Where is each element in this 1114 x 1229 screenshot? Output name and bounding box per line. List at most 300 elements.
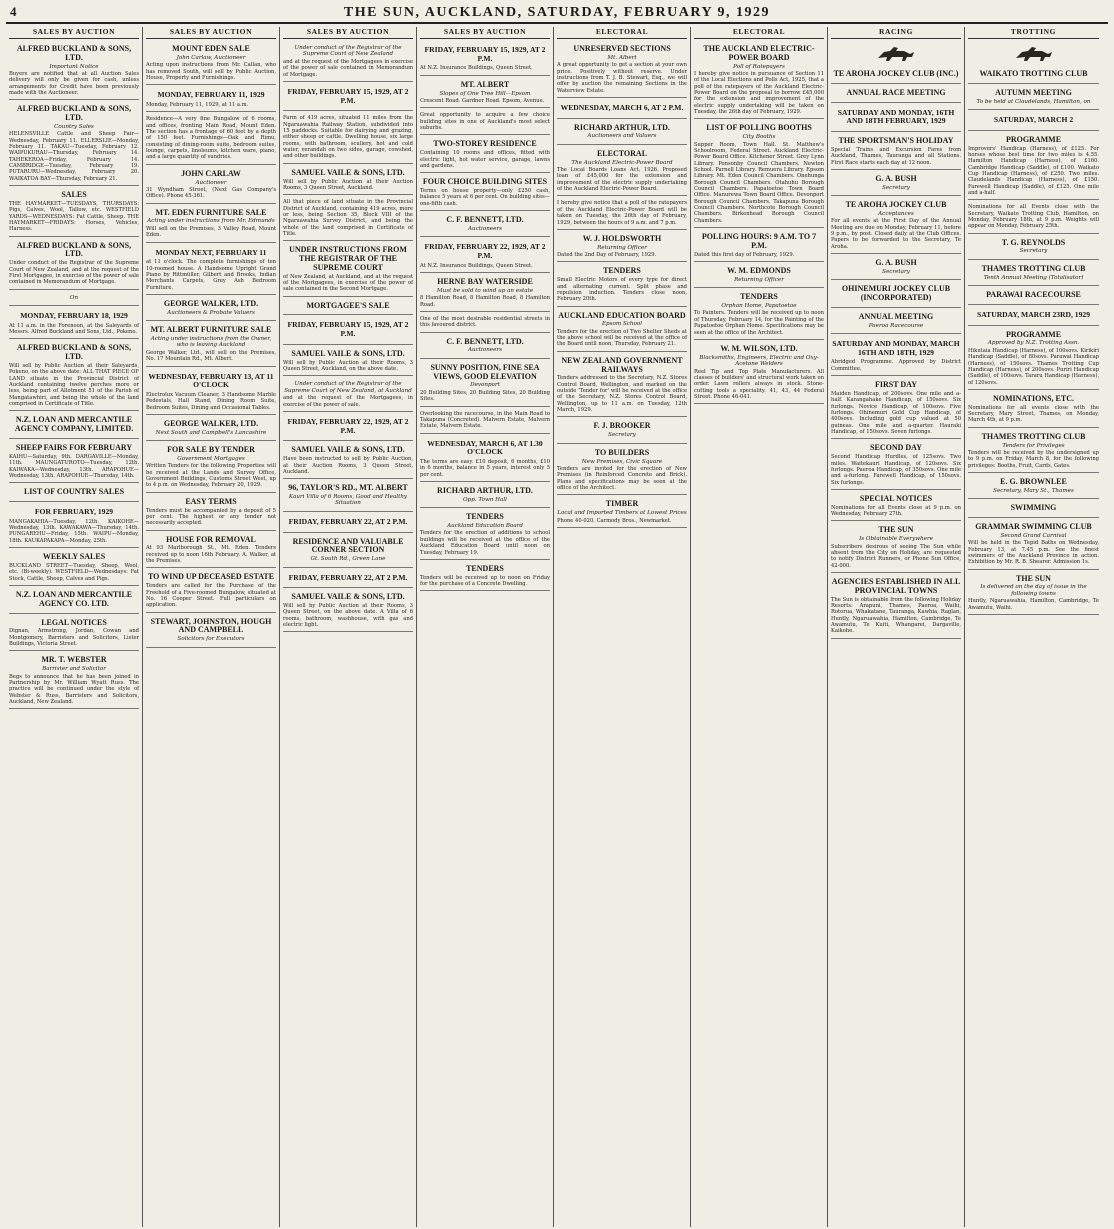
ad-title: MORTGAGEE'S SALE xyxy=(306,300,390,310)
advertisement xyxy=(831,310,961,334)
advertisement xyxy=(283,299,413,316)
ad-date: WEDNESDAY, FEBRUARY 13, AT 11 O'CLOCK xyxy=(148,371,274,390)
advertisement xyxy=(694,42,824,119)
advertisement xyxy=(9,239,139,290)
advertisement xyxy=(557,497,687,528)
ad-title: MOUNT EDEN SALE xyxy=(172,44,250,53)
advertisement xyxy=(420,110,550,135)
advertisement xyxy=(420,213,550,237)
ad-title: THAMES TROTTING CLUB xyxy=(981,263,1086,273)
ad-body-text: At N.Z. Insurance Buildings, Queen Street. xyxy=(420,65,533,72)
column-5 xyxy=(554,27,691,1227)
ad-subtitle: Auckland Education Board xyxy=(447,523,523,530)
ad-body-text: Overlooking the racecourse, in the Main Road to Takapuna (Concreted). Malvern Estate, Malvern Estate, Malvern Estate. xyxy=(420,410,550,430)
advertisement xyxy=(146,167,276,204)
advertisement xyxy=(146,369,276,415)
column-heading: ELECTORAL xyxy=(694,27,824,39)
ad-subtitle: John Carlaw, Auctioneer xyxy=(176,54,246,61)
advertisement xyxy=(420,175,550,211)
ad-body-text: Will sell by Public Auction at their Auction Rooms, 3 Queen Street, Auckland. xyxy=(283,178,413,191)
advertisement xyxy=(283,42,413,82)
ad-title: SWIMMING xyxy=(1010,503,1057,513)
ad-subtitle: To be held at Claudelands, Hamilton, on xyxy=(976,98,1091,105)
ad-title: RESIDENCE AND VALUABLE CORNER SECTION xyxy=(292,536,404,555)
advertisement xyxy=(146,570,276,612)
advertisement xyxy=(968,572,1099,615)
advertisement xyxy=(420,562,550,591)
ad-subtitle: Auctioneers xyxy=(468,225,502,232)
column-2 xyxy=(143,27,280,1227)
advertisement xyxy=(694,264,824,288)
ad-title: WAIKATO TROTTING CLUB xyxy=(979,69,1088,78)
column-4 xyxy=(417,27,554,1227)
ad-title: ANNUAL RACE MEETING xyxy=(846,87,946,97)
ad-title: T. G. REYNOLDS xyxy=(1001,237,1066,247)
ad-body-text: Reel Tip and Top Plate Manufacturers. All classes of builders' and structural work taken on order. Lawn rollers always in stock. Stone-cutting tools a speciality. 41, 43, 44 Federal Street. Phone 46-041. xyxy=(694,368,824,400)
ad-title: NEW ZEALAND GOVERNMENT RAILWAYS xyxy=(561,355,683,374)
advertisement xyxy=(831,134,961,170)
advertisement xyxy=(557,309,687,352)
column-1 xyxy=(6,27,143,1227)
advertisement xyxy=(283,113,413,163)
column-7 xyxy=(828,27,965,1227)
advertisement xyxy=(420,436,550,482)
ad-body-text: Improvers' Handicap (Harness), of £125. For horses whose best time for two miles is 4.55. Hamilton Handicap (Harness), of £160. Cambridge Handicap (Saddle), of £100. Waikato Cup Handicap (Harness), of £250. Two miles. Claudelands Handicap (Harness), of £150. Farewell Handicap (Saddle), of £125. One mile and a-half. xyxy=(968,145,1099,196)
ad-subtitle: Mt. Albert xyxy=(607,54,637,61)
ad-title: MR. T. WEBSTER xyxy=(41,655,107,665)
advertisement xyxy=(968,133,1099,201)
ad-subtitle: Tenth Annual Meeting (Totalisator) xyxy=(983,274,1084,281)
advertisement xyxy=(831,575,961,639)
advertisement xyxy=(146,495,276,531)
ad-body-text: Nominations for all Events close at 9 p.m. on Wednesday, February 27th. xyxy=(831,504,961,518)
advertisement xyxy=(557,121,687,145)
advertisement xyxy=(420,42,550,76)
ad-body-text: 20 Building Sites, 20 Building Sites, 20 Building Sites. xyxy=(420,389,550,403)
ad-body-text: Acting upon instructions from Mr. Callan, who has removed South, will sell by Public Auction, House, Property and Furnishings. xyxy=(146,62,276,81)
ad-title: HERNE BAY WATERSIDE xyxy=(437,277,533,287)
advertisement xyxy=(283,414,413,441)
column-8 xyxy=(965,27,1102,1227)
ad-subtitle: Devonport xyxy=(470,382,500,389)
advertisement xyxy=(831,523,961,573)
advertisement xyxy=(694,121,824,228)
masthead xyxy=(6,4,1108,24)
ad-body-text: The Sun is obtainable from the following Holiday Resorts: Arapuni, Thames, Paeroa, Waihi, Rotorua, Whakatane, Tauranga, Kawhia, Raglan, Huntly, Ngaruawahia, Hamilton, Cambridge, Te Awamutu, Te Kuiti, Whangarei, Dargaville, Kaikohe. xyxy=(831,596,961,635)
advertisement xyxy=(831,336,961,376)
ad-body-text: of New Zealand, at Auckland, and at the request of the Mortgagees, in exercise of the power of sale contained in the Second Mortgage. xyxy=(283,273,413,293)
ad-title: C. F. BENNETT, LTD. xyxy=(446,336,524,346)
ad-title: PROGRAMME xyxy=(1005,134,1062,144)
ad-title: AUCKLAND EDUCATION BOARD xyxy=(558,310,686,320)
ad-body-text: Abridged Programme. Approved by District Committee. xyxy=(831,359,961,372)
ad-title: SHEEP FAIRS FOR FEBRUARY xyxy=(15,443,133,453)
ad-title: ALFRED BUCKLAND & SONS, LTD. xyxy=(16,343,132,362)
ad-title: THE AUCKLAND ELECTRIC-POWER BOARD xyxy=(703,44,815,62)
ad-title: SUNNY POSITION, FINE SEA VIEWS, GOOD ELEVATION xyxy=(430,362,540,381)
horse-icon xyxy=(874,42,918,64)
advertisement xyxy=(283,197,413,241)
page-number: 4 xyxy=(10,4,17,19)
ad-title: G. A. BUSH xyxy=(875,173,917,183)
ad-title: ALFRED BUCKLAND & SONS, LTD. xyxy=(16,104,132,123)
ad-body-text: Will sell by Public Auction at their Rooms, 3 Queen Street, Auckland, on the above date. xyxy=(283,359,413,373)
advertisement xyxy=(420,361,550,407)
ad-title: POLLING HOURS: 9 A.M. TO 7 P.M. xyxy=(701,232,817,250)
advertisement xyxy=(557,147,687,197)
ad-title: LIST OF POLLING BOOTHS xyxy=(706,123,812,133)
ad-title: THE SUN xyxy=(878,525,914,535)
advertisement xyxy=(557,419,687,443)
advertisement xyxy=(968,67,1099,84)
ad-subtitle: Secretary xyxy=(1019,248,1048,255)
ad-body-text: Electrolux Vacuum Cleaner, 3 Handsome Marble Pedestals, Hall Stand, Dining Room Suite, Bedroom Suites, Dining and Occasional Tables. xyxy=(146,391,276,411)
column-heading: SALES BY AUCTION xyxy=(146,27,276,39)
ad-subtitle: Local and Imported Timbers at Lowest Prices xyxy=(557,510,687,517)
advertisement xyxy=(283,443,413,479)
ad-subtitle: Country Sales xyxy=(54,123,94,130)
advertisement xyxy=(283,166,413,195)
ad-title: TIMBER xyxy=(605,499,639,509)
advertisement xyxy=(968,288,1099,305)
ad-subtitle: Approved by N.Z. Trotting Assn. xyxy=(987,340,1080,347)
ad-body-text: Will be held in the Tepid Baths on Wednesday, February 13, at 7.45 p.m. See the finest swimmers of the Auckland Province in action. Exhibition by Mr. R. B. Shearer. Admission 1s. xyxy=(968,540,1099,566)
advertisement xyxy=(968,86,1099,110)
ad-subtitle: Must be sold to wind up an estate xyxy=(436,287,534,294)
advertisement xyxy=(420,137,550,173)
ad-body-text: Hikutaia Handicap (Harness), of 100sovs. Kirikiri Handicap (Saddle), of 80sovs. Parawai Handicap (Harness), of 150sovs. Thames Trotting Cup Handicap (Harness), of 200sovs. Puriri Handicap (Saddle), of 100sovs. Tararu Handicap (Harness), of 120sovs. xyxy=(968,347,1099,386)
ad-body-text: Monday, February 11, 1929, at 11 a.m. xyxy=(146,101,249,108)
ad-title: TE AROHA JOCKEY CLUB (INC.) xyxy=(833,69,959,78)
ad-subtitle: Poll of Ratepayers xyxy=(733,63,785,70)
ad-title: TENDERS xyxy=(466,563,504,573)
advertisement xyxy=(694,342,824,404)
ad-title: THE SUN xyxy=(1016,573,1051,583)
advertisement xyxy=(146,245,276,295)
ad-subtitle: Secretary xyxy=(882,184,910,191)
ad-title: SAMUEL VAILE & SONS, LTD. xyxy=(291,167,405,177)
ad-title: ALFRED BUCKLAND & SONS, LTD. xyxy=(16,240,132,259)
ad-title: N.Z. LOAN AND MERCANTILE AGENCY CO. LTD. xyxy=(15,589,133,608)
ad-body-text: At 11 a.m. in the Forenoon, at the Saleyards of Messrs. Alfred Buckland and Sons, Ltd., Pokeno. xyxy=(9,322,139,336)
page-title: THE SUN, AUCKLAND, SATURDAY, FEBRUARY 9, 1929 xyxy=(343,5,771,20)
advertisement xyxy=(146,417,276,441)
ad-subtitle: Auctioneers & Probate Valuers xyxy=(167,309,255,316)
advertisement xyxy=(557,198,687,229)
advertisement xyxy=(283,590,413,632)
advertisement xyxy=(9,341,139,411)
ad-title: TENDERS xyxy=(603,266,641,276)
ad-title: W. J. HOLDSWORTH xyxy=(582,233,662,243)
ad-subtitle: Secretary xyxy=(608,432,636,439)
advertisement xyxy=(9,308,139,339)
advertisement xyxy=(9,504,139,548)
ad-body-text: Farm of 419 acres, situated 11 miles from the Ngaruawahia Railway Station, subdivided into 15 paddocks. Suitable for dairying and grazing, either sheep or cattle. Dwelling house, six large rooms, with bathroom, scullery, hot and cold water, verandah on two sides, garage, cowshed, and other buildings. xyxy=(283,115,413,160)
column-heading: TROTTING xyxy=(968,27,1099,39)
column-6 xyxy=(691,27,828,1227)
ad-title: THAMES TROTTING CLUB xyxy=(981,431,1086,441)
advertisement xyxy=(146,206,276,243)
ad-subtitle: The Auckland Electric-Power Board xyxy=(571,159,673,166)
ad-body-text: Buyers are notified that at all Auction Sales delivery will only be given for cash, unless arrangements for Credit have been previously made with the Auctioneer. xyxy=(9,71,139,97)
advertisement xyxy=(9,42,139,100)
advertisement xyxy=(968,236,1099,260)
ad-title: RICHARD ARTHUR, LTD. xyxy=(437,486,533,496)
ad-title: OHINEMURI JOCKEY CLUB (INCORPORATED) xyxy=(841,284,951,303)
ad-title: MT. ALBERT xyxy=(460,79,510,89)
ad-title: SAMUEL VAILE & SONS, LTD. xyxy=(291,348,405,358)
advertisement xyxy=(9,588,139,614)
advertisement xyxy=(9,550,139,586)
ad-date: FOR FEBRUARY, 1929 xyxy=(34,507,114,517)
ad-body-text: Maiden Handicap, of 200sovs. One mile and a-half. Karangahake Handicap, of 150sovs. Six furlongs. Novice Handicap, of 100sovs. Five furlongs. Ohinemuri Gold Cup Handicap, of 400sovs. Including gold cup valued at 50 guineas. One mile and a-quarter. Hauraki Handicap, of 150sovs. Seven furlongs. xyxy=(831,390,961,436)
ad-body-text: Written Tenders for the following Properties will be received at the Lands and Survey Office, Government Buildings, Customs Street West, up to 4 p.m. on Wednesday, February 20, 1929. xyxy=(146,463,276,489)
advertisement xyxy=(420,409,550,434)
advertisement xyxy=(283,481,413,512)
ad-title: RICHARD ARTHUR, LTD. xyxy=(574,122,670,132)
advertisement xyxy=(9,413,139,439)
advertisement xyxy=(9,616,139,652)
ad-body-text: and at the request of the Mortgagees, in exercise of the power of sale. xyxy=(283,395,413,408)
ad-body-text: One of the most desirable residential streets in this favoured district. xyxy=(420,315,550,329)
advertisement xyxy=(831,492,961,521)
ad-subtitle: Blacksmiths, Engineers, Electric and Oxy-Acetone Welders xyxy=(699,354,819,368)
advertisement xyxy=(831,86,961,103)
ad-title: TE AROHA JOCKEY CLUB xyxy=(845,200,947,210)
advertisement xyxy=(420,335,550,359)
ad-title: TENDERS xyxy=(466,512,504,522)
ad-body-text: George Walker, Ltd., will sell on the Premises, No. 17 Mountain Rd., Mt. Albert. xyxy=(146,349,276,363)
ad-subtitle: Returning Officer xyxy=(734,276,784,283)
advertisement xyxy=(968,202,1099,233)
ad-body-text: Tenders are invited for the erection of New Premises (in Reinforced Concrete and Brick). Plans and specifications may be seen at the office of the Architect. xyxy=(557,465,687,491)
advertisement xyxy=(9,485,139,502)
ad-body-text: The terms are easy. £10 deposit, 6 months, £10 in 6 months, balance in 5 years, interest only 5 per cent. xyxy=(420,459,550,478)
ad-subtitle: Kauri Villa of 6 Rooms, Good and Healthy Situation xyxy=(288,494,408,507)
ad-title: C. F. BENNETT, LTD. xyxy=(446,215,524,225)
ad-body-text: HELENSVILLE Cattle and Sheep Fair—Wednesday, February 11. ELLERSLIE—Monday, February 11. TAKAU—Tuesday, February 12. WAIPUKURAU—Thursday, February 14. TAHEKEROA—Friday, February 14. CAMBRIDGE—Tuesday, February 19. PUTARURU—Wednesday, February 20. WAIKATOA BAY—Thursday, February 21. xyxy=(9,131,139,182)
ad-subtitle: Acting under instructions from the Owner, who is leaving Auckland xyxy=(150,335,272,349)
column-heading: SALES BY AUCTION xyxy=(9,27,139,39)
ad-subtitle: Under conduct of the Registrar of the Supreme Court of New Zealand xyxy=(294,45,402,58)
ad-body-text: Have been instructed to sell by Public Auction, at their Auction Rooms, 3 Queen Street, Auckland. xyxy=(283,456,413,475)
ad-date: WEDNESDAY, MARCH 6, AT 1.30 O'CLOCK xyxy=(427,438,543,457)
advertisement xyxy=(557,354,687,418)
advertisement xyxy=(557,446,687,496)
ad-title: SECOND DAY xyxy=(870,443,922,453)
ad-title: MT. EDEN FURNITURE SALE xyxy=(155,207,267,217)
ad-title: SAMUEL VAILE & SONS, LTD. xyxy=(291,445,405,455)
ad-subtitle: Next South and Campbell's Lancashire xyxy=(155,429,267,436)
ad-body-text: For all events at the First Day of the Annual Meeting are due on Monday, February 11, before 9 p.m., by post. Closed daily at the Club Offices. Papers to be forwarded to the Secretary, Te Aroha. xyxy=(831,218,961,250)
ad-subtitle: Second Grand Carnival xyxy=(1000,532,1067,539)
advertisement xyxy=(968,501,1099,518)
ad-subtitle: Is Obtainable Everywhere xyxy=(859,536,933,543)
advertisement xyxy=(557,100,687,119)
advertisement xyxy=(283,378,413,412)
ad-body-text: Dated this first day of February, 1929. xyxy=(694,251,795,258)
ad-title: UNDER INSTRUCTIONS FROM THE REGISTRAR OF THE SUPREME COURT xyxy=(289,245,407,272)
advertisement xyxy=(283,514,413,533)
advertisement xyxy=(146,42,276,85)
ad-subtitle: Acceptances xyxy=(878,210,914,217)
ad-subtitle: Solicitors for Executors xyxy=(177,636,245,643)
advertisement xyxy=(557,232,687,263)
ad-body-text: THE HAYMARKET—TUESDAYS, THURSDAYS: Pigs, Calves, Wool, Tallow, etc. WESTFIELD YARDS—WEDNESDAYS: Fat Cattle, Sheep. THE HAYMARKET—FRIDAYS: Horses, Vehicles, Harness. xyxy=(9,200,139,233)
ad-body-text: I hereby give notice in pursuance of Section 11 of the Local Elections and Polls Act, 1925, that a poll of the ratepayers of the Auckland Electric-Power Board on the proposal to borrow £45,000 for the extension and improvement of the electric supply undertaking will be taken on Tuesday, the 26th day of February, 1929. xyxy=(694,71,824,116)
ad-title: AUTUMN MEETING xyxy=(995,87,1072,97)
advertisement xyxy=(420,314,550,333)
ad-subtitle: Opp. Town Hall xyxy=(463,496,507,503)
advertisement xyxy=(968,430,1099,473)
ad-date: FRIDAY, FEBRUARY 22, 1929, AT 2 P.M. xyxy=(424,242,546,260)
ad-title: F. J. BROOKER xyxy=(593,421,651,431)
ad-title: JOHN CARLAW xyxy=(181,168,241,178)
ad-body-text: Nominations for all events close with the Secretary, Mary Street, Thames, on Monday, March 4th, at 9 p.m. xyxy=(968,404,1099,424)
ad-body-text: Tenders will be received by the undersigned up to 9 p.m. on Friday, March 8, for the following privileges: Booths, Fruit, Cards, Gates. xyxy=(968,449,1099,469)
advertisement xyxy=(420,484,550,508)
column-heading: SALES BY AUCTION xyxy=(283,27,413,39)
ad-title: SALES xyxy=(61,190,87,200)
ad-date: MONDAY, FEBRUARY 11, 1929 xyxy=(157,90,265,100)
ad-title: SPECIAL NOTICES xyxy=(859,493,933,503)
ad-body-text: The Local Boards Loans Act, 1926. Proposed loan of £45,000 for the extension and improvement of the electric supply undertaking of the Auckland Electric-Power Board. xyxy=(557,167,687,193)
advertisement xyxy=(283,570,413,589)
advertisement xyxy=(283,84,413,111)
advertisement xyxy=(146,615,276,648)
ad-body-text: At 93 Marlborough St., Mt. Eden. Tenders received up to noon 16th February. A. Walker, at the Premises. xyxy=(146,545,276,565)
ad-subtitle: Tenders for Privileges xyxy=(1002,442,1065,449)
ad-body-text: Tenders must be accompanied by a deposit of 5 per cent. The highest or any tender not necessarily accepted. xyxy=(146,507,276,527)
ad-date: MONDAY NEXT, FEBRUARY 11 xyxy=(155,247,267,257)
ad-title: GRAMMAR SWIMMING CLUB xyxy=(975,521,1092,531)
column-3 xyxy=(280,27,417,1227)
advertisement xyxy=(968,475,1099,499)
ad-subtitle: Under conduct of the Registrar of the Supreme Court of New Zealand, at Auckland xyxy=(284,381,412,394)
ad-body-text: Supper Room, Town Hall. St. Matthew's Schoolroom, Federal Street. Auckland Electric-Power Board Office. Kitchener Street. Grey Lynn Library. Ponsonby Council Chambers. Newton School. Parnell Library. Remuera Library. Epsom Library. Mt. Eden Council Chambers. Onehunga Borough Council Chambers. Otahuhu Borough Council Chambers. Papatoetoe Town Board Office. Manurewa Town Board Office. Devonport Borough Council Chambers. Takapuna Borough Council Chambers. Northcote Borough Council Chambers. Birkenhead Borough Council Chambers. xyxy=(694,141,824,224)
advertisement xyxy=(831,172,961,196)
ad-date: FRIDAY, FEBRUARY 15, 1929, AT 2 P.M. xyxy=(287,86,409,105)
ad-title: GEORGE WALKER, LTD. xyxy=(163,298,259,308)
ad-title: HOUSE FOR REMOVAL xyxy=(166,534,256,544)
ad-subtitle: Gt. South Rd., Green Lane xyxy=(310,556,386,563)
ad-date: SATURDAY AND MONDAY, 16TH AND 18TH FEBRUARY, 1929 xyxy=(837,107,955,126)
ad-title: G. A. BUSH xyxy=(875,258,917,268)
ad-subtitle: Secretary xyxy=(882,268,910,275)
ad-subtitle: Is delivered on the day of issue in the following towns xyxy=(980,584,1087,597)
advertisement xyxy=(146,297,276,321)
advertisement xyxy=(831,441,961,490)
ad-date: FRIDAY, FEBRUARY 22, 1929, AT 2 P.M. xyxy=(287,416,409,435)
ad-title: 96, TAYLOR'S RD., MT. ALBERT xyxy=(288,483,408,493)
ad-date: WEDNESDAY, MARCH 6, AT 2 P.M. xyxy=(560,102,684,112)
ad-date: FRIDAY, FEBRUARY 22, AT 2 P.M. xyxy=(288,572,408,582)
ad-title: AGENCIES ESTABLISHED IN ALL PROVINCIAL TOWNS xyxy=(831,576,961,595)
ad-title: THE SPORTSMAN'S HOLIDAY xyxy=(838,136,954,146)
ad-subtitle: New Premises, Civic Square xyxy=(581,458,663,465)
ad-body-text: Tenders for the erection of Two Shelter Sheds at the above school will be received at the office of the Board until noon, Thursday, February 21. xyxy=(557,328,687,348)
ad-title: GEORGE WALKER, LTD. xyxy=(163,418,259,428)
ad-title: LEGAL NOTICES xyxy=(41,617,107,627)
ad-subtitle: Slopes of One Tree Hill—Epsom xyxy=(439,90,531,97)
ad-title: PROGRAMME xyxy=(1005,329,1062,339)
advertisement xyxy=(968,262,1099,286)
ad-body-text: Small Electric Motors of every type for direct and alternating current. Split phase and repulsion induction. Tenders close noon, February 20th. xyxy=(557,277,687,303)
ad-subtitle: Government Mortgages xyxy=(177,456,245,462)
advertisement xyxy=(283,317,413,344)
ad-body-text: at 11 o'clock. The complete furnishings of ten 10-roomed house. A Handsome Upright Grand Piano by Rittmüller, Gilbert and Brooks, Indian Merchants Carpets, Grey Ash Bedroom Furniture. xyxy=(146,259,276,291)
ad-body-text: Special Trains and Excursion Fares from Auckland, Thames, Tauranga and all Stations. First Race starts each day at 12 noon. xyxy=(831,146,961,166)
ad-subtitle: On xyxy=(69,294,79,301)
ad-title: SAMUEL VAILE & SONS, LTD. xyxy=(291,592,405,602)
advertisement xyxy=(968,307,1099,326)
advertisement xyxy=(831,282,961,308)
ad-title: STEWART, JOHNSTON, HOUGH AND CAMPBELL xyxy=(150,616,272,635)
advertisement xyxy=(9,441,139,483)
ad-subtitle: Epsom School xyxy=(601,321,643,328)
ad-title: FOUR CHOICE BUILDING SITES xyxy=(422,177,548,187)
ad-body-text: Containing 10 rooms and offices, fitted with electric light, hot water service, garage, lawns and gardens. xyxy=(420,150,550,169)
ad-date: FRIDAY, FEBRUARY 15, 1929, AT 2 P.M. xyxy=(424,45,546,63)
ad-title: PARAWAI RACECOURSE xyxy=(986,290,1081,300)
ad-body-text: I hereby give notice that a poll of the ratepayers of the Auckland Electric-Power Board will be taken on Tuesday, the 26th day of February, 1929, between the hours of 9 a.m. and 7 p.m. xyxy=(557,200,687,226)
ad-body-text: Huntly, Ngaruawahia, Hamilton, Cambridge, Te Awamutu, Waihi. xyxy=(968,598,1099,611)
ad-body-text: Crescent Road. Gardner Road. Epsom, Avenue. xyxy=(420,98,545,104)
ad-subtitle: Auctioneers xyxy=(468,347,502,354)
advertisement xyxy=(283,535,413,568)
advertisement xyxy=(283,243,413,296)
columns xyxy=(6,27,1108,1227)
ad-body-text: Residence—A very fine Bungalow of 6 rooms, and offices, fronting Main Road, Mount Eden. The section has a frontage of 60 feet by a depth of 150 feet. Furnishings—Oak and Rimu, consisting of dining-room suite, bedroom suites, lounge, carpets, linoleums, kitchen ware, piano, and a large quantity of sundries. xyxy=(146,116,276,161)
ad-body-text: Tenders are called for the Purchase of the Freehold of a Five-roomed Bungalow, situated at No. 16 Cooper Street. Full particulars on application. xyxy=(146,583,276,609)
advertisement xyxy=(146,114,276,164)
ad-body-text: Tenders addressed to the Secretary, N.Z. Stores Control Board, Wellington, and marked on the outside 'Tender for' will be received at the office of the Secretary, N.Z. Stores Control Board, Wellington, up to 11 a.m. on Tuesday, 12th March, 1929. xyxy=(557,375,687,414)
ad-body-text: BUCKLAND STREET—Tuesday, Sheep, Wool, etc. (Bi-weekly). WESTFIELD—Wednesdays: Fat Stock, Cattle, Sheep, Calves and Pigs. xyxy=(9,562,139,582)
ad-date: SATURDAY AND MONDAY, MARCH 16TH AND 18TH, 1929 xyxy=(832,339,960,357)
ad-title: TWO-STOREY RESIDENCE xyxy=(433,139,537,149)
ad-subtitle: Acting under instructions from Mr. Edmunds xyxy=(147,218,275,225)
ad-body-text: Will sell by Public Auction at their Saleyards, Pokeno, on the above date: ALL THAT PIECE OF LAND situate in the Provincial District of Auckland containing twelve perches more or less, being part of Allotment 51 of the Parish of Mangatawhiri, and being the whole of the land comprised in Certificate of Title. xyxy=(9,363,139,408)
ad-body-text: All that piece of land situate in the Provincial District of Auckland, containing 419 acres, more or less, being Section 35, Block VIII of the Ngaruawahia Survey District, and being the whole of the land comprised in Certificate of Title. xyxy=(283,199,413,237)
ad-body-text: Tenders for the erection of additions to school buildings will be received at the office of the Auckland Education Board until noon on Tuesday, February 19. xyxy=(420,530,550,556)
advertisement xyxy=(831,198,961,254)
advertisement xyxy=(146,443,276,493)
ad-body-text: 8 Hamilton Road, 8 Hamilton Road, 8 Hamilton Road. xyxy=(420,295,550,308)
ad-title: ALFRED BUCKLAND & SONS, LTD. xyxy=(16,44,132,62)
ad-title: WEEKLY SALES xyxy=(42,552,106,562)
column-heading: SALES BY AUCTION xyxy=(420,27,550,39)
advertisement xyxy=(420,510,550,560)
advertisement xyxy=(557,264,687,306)
ad-title: FOR SALE BY TENDER xyxy=(167,445,255,455)
advertisement xyxy=(283,347,413,376)
ad-body-text: Will sell by Public Auction at their Rooms, 3 Queen Street, on the above date. A Villa of 6 rooms, bathroom, washhouse, with gas and electric light. xyxy=(283,603,413,629)
advertisement xyxy=(831,105,961,132)
advertisement xyxy=(557,42,687,98)
advertisement xyxy=(968,392,1099,428)
ad-subtitle: Paeroa Racecourse xyxy=(868,322,924,329)
ad-date: SATURDAY, MARCH 23RD, 1929 xyxy=(977,309,1090,319)
ad-date: FRIDAY, FEBRUARY 22, AT 2 P.M. xyxy=(288,516,408,526)
advertisement xyxy=(968,328,1099,390)
ad-body-text: Great opportunity to acquire a few choice building sites in one of Auckland's most select suburbs. xyxy=(420,112,550,132)
ad-body-text: Terms on house property—only £250 cash, balance 5 years at 6 per cent. On building sites—one-fifth cash. xyxy=(420,188,550,207)
ad-subtitle: City Booths xyxy=(742,134,776,141)
column-heading: RACING xyxy=(831,27,961,39)
advertisement xyxy=(831,256,961,280)
ad-title: E. G. BROWNLEE xyxy=(1000,476,1067,486)
advertisement xyxy=(968,112,1099,131)
